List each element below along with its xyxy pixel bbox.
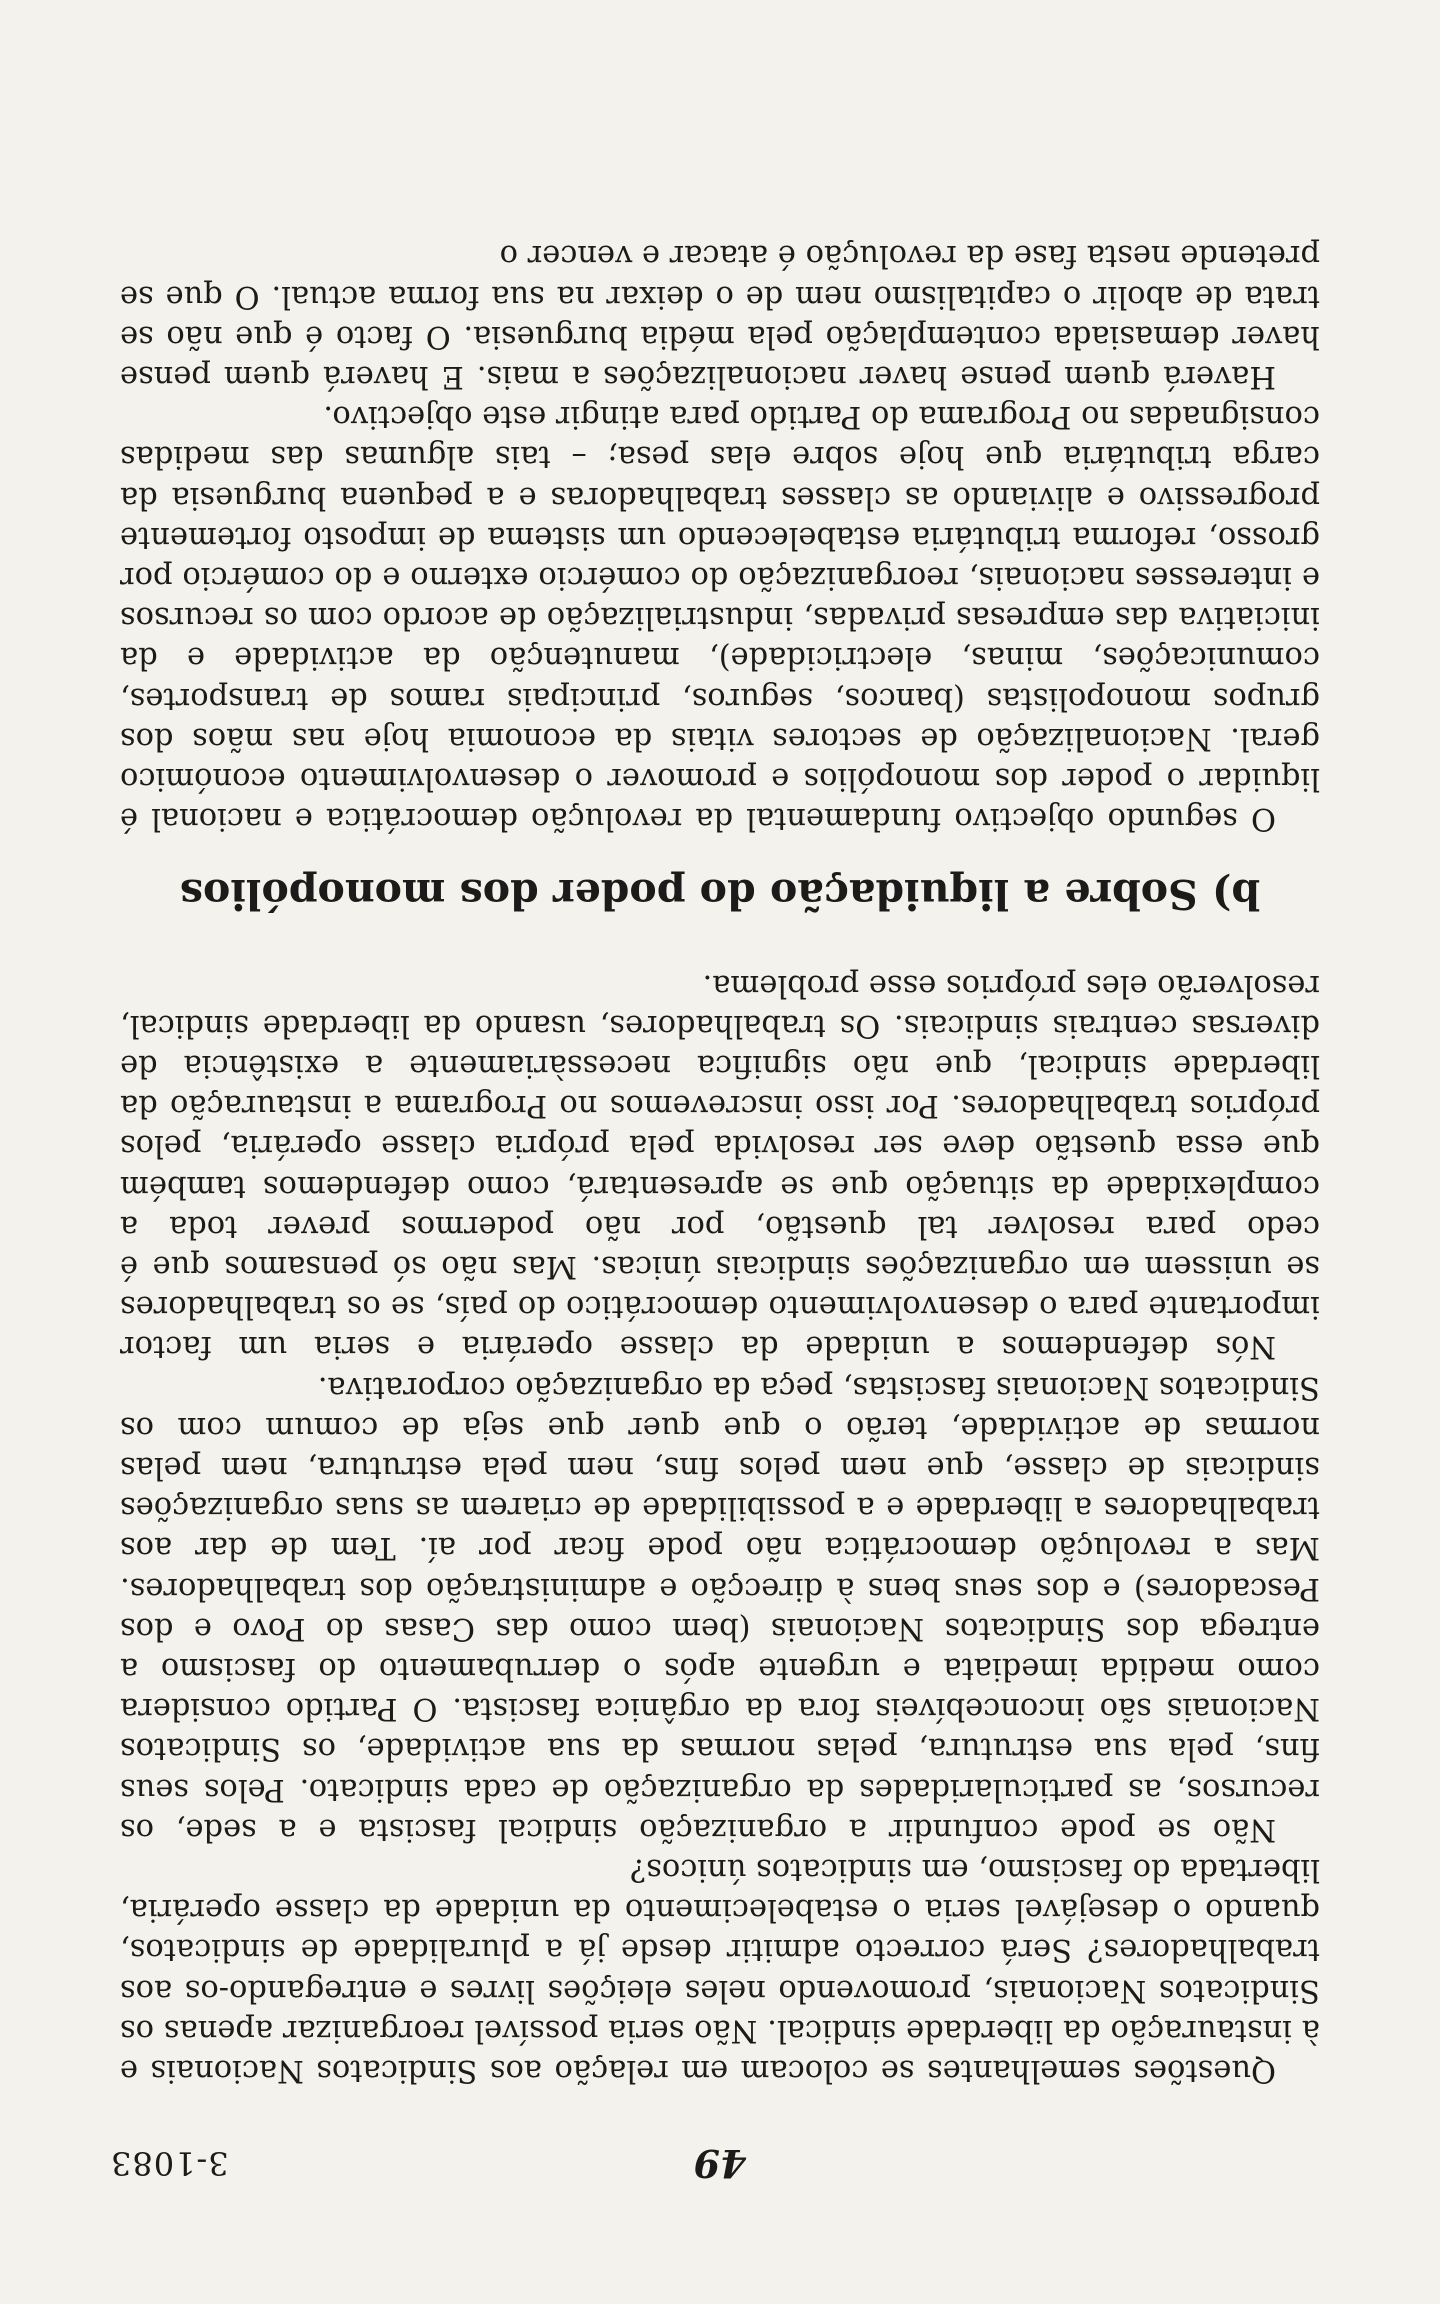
- document-code: 3-1083: [110, 2144, 229, 2182]
- paragraph: Não se pode confundir a organização sindical fascista e a sede, os recursos, as particularidades da organização de cada sindicato. Pelos seus fins, pela sua estrutura, pelas normas da sua actividade, os Sindicatos Nacionais são inconcebíveis fora da orgânica fascista. O Partido considera como medida imediata e urgente após o derrubamento do fascismo a entrega dos Sindicatos Nacionais (bem como das Casas do Povo e dos Pescadores) e dos seus bens à direcção e administração dos trabalhadores. Mas a revolução democrática não pode ficar por aí. Tem de dar aos trabalhadores a liberdade e a possibilidade de criarem as suas organizações sindicais de classe, que nem pelos fins, nem pela estrutura, nem pelas normas de actividade, terão o que quer que seja de comum com os Sindicatos Nacionais fascistas, peça da organização corporativa.: [120, 1369, 1320, 1847]
- header-spacer: [120, 2090, 1320, 2126]
- section-gap: [120, 942, 1320, 964]
- paragraph: O segundo objectivo fundamental da revolução democrática e nacional é liquidar o poder dos monopólios e promover o desenvolvimento económico geral. Nacionalização de sectores vitais da economia hoje nas mãos dos grupos monopolistas (bancos, seguros, principais ramos de transportes, comunicações, minas, electricidade), manutenção da actividade e da iniciativa das empresas privadas, industrialização de acordo com os recursos e interesses nacionais, reorganização do comércio externo e do comércio por grosso, reforma tributária estabelecendo um sistema de imposto fortemente progressivo e aliviando as classes trabalhadoras e a pequena burguesia da carga tributária que hoje sobre elas pesa; – tais algumas das medidas consignadas no Programa do Partido para atingir este objectivo.: [120, 399, 1320, 837]
- page-header: [110, 2126, 1320, 2186]
- section-title: b) Sobre a liquidação do poder dos monopólios: [179, 870, 1261, 919]
- paragraph: Nós defendemos a unidade da classe operária e seria um factor importante para o desenvolvimento democrático do país, se os trabalhadores se unissem em organizações sindicais únicas. Mas não só pensamos que é cedo para resolver tal questão, por não podermos prever toda a complexidade da situação que se apresentará, como defendemos também que essa questão deve ser resolvida pela própria classe operária, pelos próprios trabalhadores. Por isso inscrevemos no Programa a instauração da liberdade sindical, que não significa necessàriamente a existência de diversas centrais sindicais. Os trabalhadores, usando da liberdade sindical, resolverão eles próprios esse problema.: [120, 967, 1320, 1365]
- paragraph: Questões semelhantes se colocam em relação aos Sindicatos Nacionais e à instauração da liberdade sindical. Não seria possível reorganizar apenas os Sindicatos Nacionais, promovendo neles eleições livres e entregando-os aos trabalhadores? Será correcto admitir desde já a pluralidade de sindicatos, quando o desejável seria o estabelecimento da unidade da classe operária, libertada do fascismo, em sindicatos únicos?: [120, 1851, 1320, 2088]
- page-content: [110, 235, 1320, 2186]
- page-number: 49: [693, 2141, 747, 2186]
- paragraph: Haverá quem pense haver nacionalizações a mais. E haverá quem pense haver demasiada contemplação pela média burguesia. O facto é que não se trata de abolir o capitalismo nem de o deixar na sua forma actual. O que se pretende nesta fase da revolução é atacar e vencer o: [120, 238, 1320, 395]
